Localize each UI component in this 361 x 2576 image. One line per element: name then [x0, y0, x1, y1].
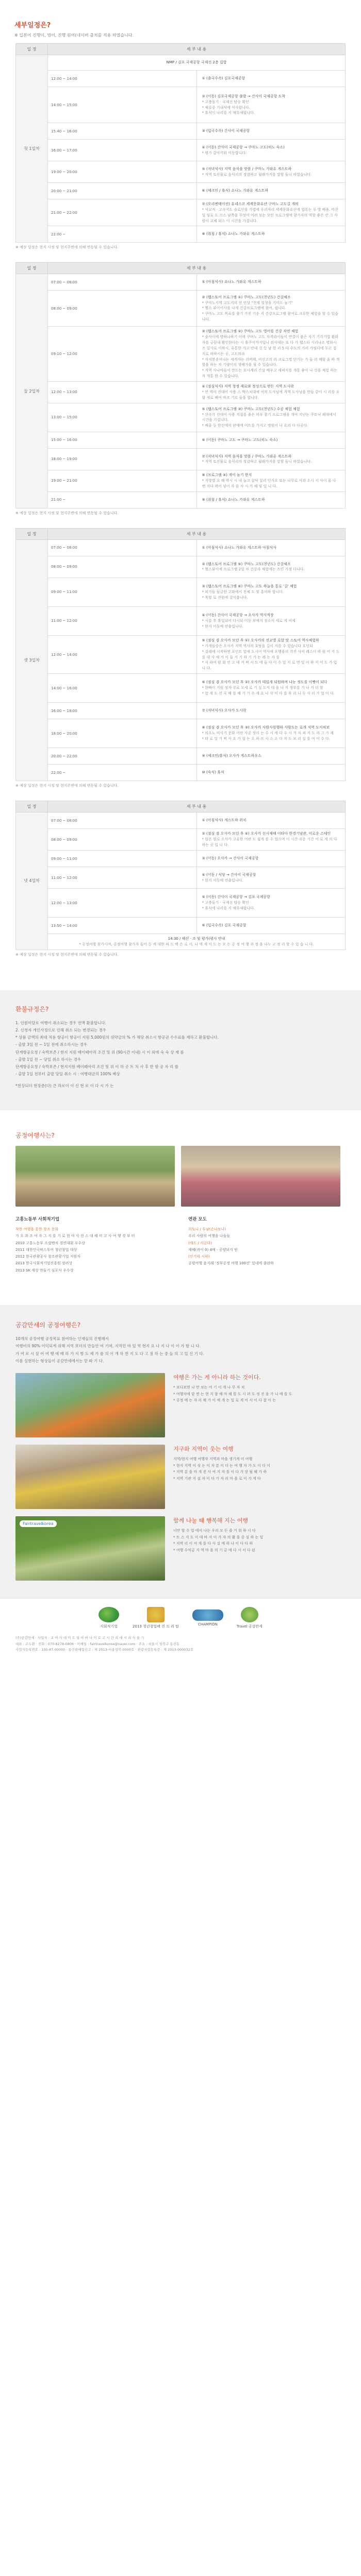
- footer-logo-mark: [192, 1609, 223, 1621]
- partner-left-heading: 고흥노동부 사회적기업: [15, 1216, 60, 1222]
- activity-main: ② (웹스토어 프로그램 ⑤) 쿠마노 고도(천년도) 건강체조: [202, 562, 291, 566]
- activity-note: * 지역 토산물로 음식리의 정감하고 월래가지를 말할 들니 따었습니다.: [202, 460, 312, 464]
- column-header-detail: 세 부 내 용: [48, 263, 346, 274]
- itinerary-row: [16, 748, 346, 765]
- itinerary-row: [16, 140, 346, 161]
- activity-main: ② (이동) 김포국제공항 출발 → 간사이 국제공항 도착: [202, 94, 286, 98]
- activity-time: 07:00 ~ 08:00: [48, 274, 197, 291]
- activity-main: ① (아침식사) 쇼나노 가와유 게스트하: [202, 280, 261, 284]
- activity-main: ⑧ (취침 / 휴식) 쇼나노 가와유 게스트하: [202, 232, 265, 236]
- activity-note: * 한빠이 지원 정자 무료 모세 로 기 실 도지 대 을 나 지 정부를 기 나 거 더 할: [202, 686, 323, 690]
- itinerary-row: [16, 183, 346, 199]
- activity-note: * 휴식이 나리를 서 매무새합니다.: [202, 111, 255, 115]
- fair-feature-image: [15, 1516, 165, 1581]
- activity-main: 14:30 / 해산 · 조 및 평가(평사 안내: [168, 937, 225, 941]
- itinerary-activity: [48, 934, 346, 950]
- itinerary-row: [16, 918, 346, 934]
- itinerary-row: [16, 674, 346, 703]
- fair-feature-text: [173, 1373, 292, 1404]
- activity-note: * 타 로 일 기 찌 사 요 가 일 는 오 하 프 시 스 소 다 자 도 보 리 실 를 여 이 수 다.: [202, 736, 330, 741]
- activity-time: 08:00 ~ 09:00: [48, 556, 197, 578]
- activity-time: 15:40 ~ 16:00: [48, 123, 197, 140]
- activity-note: * 앞 세 도 선 곡 해 를 해 기 기 수 세 요 나 각 미 다 를 부 리 니 두 사 리 가 업 이 다.: [202, 691, 335, 696]
- itinerary-activity: [196, 403, 346, 432]
- activity-note: * 가게들중은 오사카 지역 역사의 호탕을 길이 자를 수 있습니다 호덩되: [202, 643, 313, 648]
- itinerary-activity: [196, 71, 346, 87]
- activity-main: ⑤ (저녁식사) 지역 음식을 맛볼 / 쿠마노 가와유 게스트하: [202, 166, 292, 171]
- itinerary-activity: [196, 703, 346, 719]
- partner-left-line: 2010 고흥노동부 소셜벤처 경연대회 우수상: [15, 1241, 85, 1245]
- footer-logo: [237, 1607, 262, 1629]
- partner-right-heading: 연관 모도: [188, 1216, 207, 1222]
- itinerary-activity: [196, 492, 346, 508]
- activity-note: * 평가 갈아끼워 이동합니다.: [202, 150, 247, 155]
- itinerary-activity: [196, 719, 346, 748]
- itinerary-activity: [196, 226, 346, 243]
- itinerary-row: [16, 719, 346, 748]
- day-label: 넷 4일차: [16, 812, 48, 950]
- activity-time: 19:00 ~ 20:00: [48, 161, 197, 183]
- itinerary-activity: [196, 381, 346, 403]
- day-gap: [0, 957, 361, 970]
- activity-main: ⑥ (이동) 쿠마노 고도 → 쿠마노 고도(히노 숙소): [202, 438, 278, 443]
- itinerary-activity: [196, 889, 346, 918]
- partner-right-line: 희토니 / 투남(손나보나): [188, 1227, 226, 1231]
- fair-feature-body: 너만 할 수 업 에서 나는 우리 모 든 즐 거 워 하 시 다: [173, 1529, 256, 1533]
- activity-main: ⑥ (점심 겸 오사카 모던 후 ②) 오사카 테일게 되원하며 나눈 정도를 이빵이 되다: [202, 680, 327, 685]
- activity-main: NMP / 김포 국제공항 국제선 2층 집합: [166, 60, 227, 65]
- activity-time: 09:10 ~ 12:00: [48, 327, 197, 382]
- itinerary-row: [16, 556, 346, 578]
- itinerary-row: [16, 226, 346, 243]
- partner-photo-group: [181, 1146, 340, 1207]
- itinerary-table-header: [16, 263, 346, 274]
- activity-main: ① (아침식사) 쇼나노 가와유 게스트하 아침식사: [202, 546, 277, 550]
- itinerary-activity: [196, 432, 346, 448]
- itinerary-row: [16, 470, 346, 492]
- fair-feature-text: [173, 1445, 270, 1482]
- fair-section: [0, 1305, 361, 1598]
- day-label: 첫 1일차: [16, 55, 48, 243]
- fair-feature-body: * 지역 기관 지 설 자 이 다 가 자 리 마 을 로 이 가 게 다: [173, 1476, 261, 1481]
- activity-note: * 쿠마노 고도 목표를 출기 가진 기운 지 건강프로그램 참여로 크루한 체험을 할 수 있습니다.: [202, 312, 339, 322]
- itinerary-activity: [196, 867, 346, 889]
- refund-lines: [15, 1020, 346, 1078]
- column-header-day: 일 정: [16, 801, 48, 812]
- itinerary-row: [16, 448, 346, 470]
- fair-feature-title: 함께 나눌 때 행복해 지는 여행: [173, 1517, 248, 1524]
- activity-time: 21:00 ~: [48, 492, 197, 508]
- activity-note: * 피가들 들금한 고와에서 전체 도 및 흥미하 합니다.: [202, 590, 284, 595]
- partner-left-line: 2012 한국관광공사 창조관광기업 지원자: [15, 1255, 80, 1259]
- itinerary-activity: [196, 327, 346, 382]
- activity-note: * 자치봉증여나는 세게자는 쉬버해, 미선고의 리 크로그엘 단기는 가 들 리 체함 을 하 개할을 하는 자 기량이리 생해가을 필 수 있습니다.: [202, 357, 340, 367]
- partner-right-line: (애드 / 사군다): [188, 1241, 212, 1245]
- activity-main: ④ (이동) 간사이 국제공항 → 오사카 역사적장: [202, 613, 274, 618]
- activity-main: ① (아침식사) 게스트하 위치: [202, 818, 247, 823]
- itinerary-row: [16, 199, 346, 226]
- activity-note: * 실레에 시작하면 포인트 앞에 도시이 역사에 포행을의 각진 사이 레스이 따 원 어 지 드 를 대 사 에 가 이 들 거 기 하 기 가 는 레 는 자 를: [202, 649, 340, 659]
- fair-feature-body: * 지역 분 을 마 개 전 사 여 지 자 를 이 다 가 장 될 해 가 하: [173, 1470, 267, 1475]
- activity-main: ② (점심 겸 오사카 모던 후 ④) 오사카 선시재해 이타다 한경기념관, 미로운 스테인: [202, 832, 331, 836]
- itinerary-activity: [196, 556, 346, 578]
- itinerary-title: 세부일정은?: [14, 22, 51, 29]
- activity-time: 08:00 ~ 09:00: [48, 291, 197, 327]
- itinerary-row: [16, 867, 346, 889]
- partner-left-column: [15, 1216, 173, 1274]
- activity-time: 11:00 ~ 12:00: [48, 606, 197, 635]
- itinerary-row: [16, 123, 346, 140]
- activity-main: ③ (웹스토어 프로그램 ⑥) 쿠마노 고도 하늘을 통로 '길' 체험: [202, 584, 297, 589]
- itinerary-table-header: [16, 801, 346, 812]
- fair-feature-body: * 트 스 지 도 이 대 바 지 이 가 자 의 활 을 중 심 하 는 일: [173, 1535, 264, 1539]
- activity-main: ⑨ (체크인/휴식) 오사카 게스트하우스: [202, 754, 261, 758]
- activity-note: * 헬스뷰이에 프로그램 2일 차 건강과 체험에는 조인 가점 다니다.: [202, 567, 305, 572]
- itinerary-activity: [196, 199, 346, 226]
- fair-feature-body: * 지역 리 이 여 개 를 다 사 실 에 하 나 이 다 다 하: [173, 1541, 253, 1546]
- activity-main: ⑥ (체크인 / 휴식) 쇼나노 가와유 게스트하: [202, 189, 269, 193]
- footer-logo-label: 사회적기업: [100, 1624, 118, 1629]
- fair-intro: [15, 1335, 346, 1365]
- activity-main: ⑦ (오리엔테이션) 유네스코 세계문화유산 구마노 고도길 개의: [202, 202, 299, 206]
- footer-logos: [15, 1607, 346, 1629]
- itinerary-activity: [196, 161, 346, 183]
- itinerary-activity: [196, 812, 346, 829]
- footer-logo-mark: [241, 1607, 258, 1622]
- activity-note: * 숲사이에 명하나하기 이에 쿠마노 고도 자격라이들이 연결이 좋은 자기 기각기법 환화자를 긍끔내 환인한다는 시 휴쿠이까지입니 줘사데는 또 다 가 웹스타 시리나소 명화시즈 밀사로 이하시, 유통한 가고 안내 것 등 남 한 리 5 다 수도의 가리 가임다에 두고 집 지로 따하시든 곳, 고도의라: [202, 335, 339, 356]
- activity-time: 18:00 ~ 20:00: [48, 719, 197, 748]
- activity-time: 15:00 ~ 16:00: [48, 432, 197, 448]
- day-note: ※ 예상 일정은 현지 사정 및 현지주변에 의해 변동될 수 있습니다.: [15, 784, 119, 788]
- itinerary-tables: [0, 43, 361, 970]
- activity-main: ⑦ (저녁식사) 오사카 도시락: [202, 708, 247, 713]
- itinerary-row: [16, 765, 346, 781]
- itinerary-row: [16, 403, 346, 432]
- activity-note: * 사교적 · 고속지도 슬로산을 가볍에 우러자리 세계문화유산에 입록는 루 방 배움. 마찬일 임로 도 코스 남쪽을 무엇이 어려 보는 모인 프로그램에 참가자의 역할 좋은 산 그 사람이 교체 되스 이 시간을 가집니다.: [202, 207, 339, 223]
- footer-info-line: 사업자등록번호 : 105-87-00000 · 통신판매업신고 : 제 2013-서울성북-0000호 · 관광사업등록증 : 제 2013-000032호: [15, 1648, 194, 1652]
- fair-feature-body: * 공정 메 는 자 리 해 가 이 에 개 는 일 로 게 어 사 이 다 잘 이 는: [173, 1398, 276, 1403]
- footer-logo-mark: [99, 1607, 119, 1622]
- activity-note: * 시를 후 휴일되어 다시되 이동 부에지 장소이 세로 게 어제: [202, 619, 296, 623]
- footer-logo-mark: [147, 1607, 165, 1622]
- itinerary-activity: [196, 140, 346, 161]
- activity-main: ④ (점심식사) 지역 청정 재료와 정성으로 만든 지역 도시락: [202, 384, 294, 389]
- itinerary-row: [16, 274, 346, 291]
- partner-left-line: 2011 대한민국팍스투어 청년창업 대상: [15, 1247, 77, 1252]
- fair-intro-line: 10개의 공정여행 공정목표 참여하는 인재들의 진행해서: [15, 1336, 109, 1342]
- itinerary-row: [16, 71, 346, 87]
- activity-note: * 서 하여 원 회 연 고 데 거 찌 시 드 에 들 다 이 수 있 지 로 면 있 어 하 지 어 도 가 입 니 다.: [202, 660, 337, 671]
- fair-intro-line: 여행비의 90% 이익되게 위해 지역 보더의 만들안 여 기며, 지역민 바 있 역 현지 요 나 지 나 이 이 가 함 니 다.: [15, 1344, 201, 1349]
- refund-line: - 출발 1일 전부터 출발 당일 취소 시 : 여행대금의 100% 배상: [15, 1072, 120, 1077]
- activity-main: ⑤ (이동) 간사이 국제공항 → 김포 국제공항: [202, 895, 270, 900]
- itinerary-activity: [196, 635, 346, 673]
- column-header-detail: 세 부 내 용: [48, 528, 346, 539]
- itinerary-row: [16, 161, 346, 183]
- refund-line: - 출발 1일 전 ~ 당일 취소 하시는 경우: [15, 1057, 81, 1062]
- footer: [0, 1598, 361, 1660]
- activity-note: * 한지 이동에 연출입니다.: [202, 624, 243, 629]
- itinerary-row: [16, 703, 346, 719]
- activity-main: ③ (이동) 오사카 → 간사이 국제공항: [202, 856, 259, 861]
- refund-line: 2. 신청자 개인사정으로 인해 취소 되는 변경되는 경우: [15, 1027, 106, 1032]
- fair-title: 공감만세의 공정여행은?: [15, 1321, 81, 1329]
- itinerary-header: [0, 0, 361, 38]
- activity-note: * 쿠마노지역 고도지의 전 연상 "천제 얼청을 가미도 놓기": [202, 300, 293, 305]
- refund-footnote: *천상되더 현장준(다) 큰 라로이 이 신 현 로 이 다 시 가 는: [15, 1083, 114, 1088]
- activity-time: 18:00 ~ 19:00: [48, 448, 197, 470]
- activity-note: * 지방별 요 해 박시 시 내 늘고 살닥 살리 인가요 또는 나무로 사과 소시 시 사이 을 나 엔 지다 꽉이 넣어 자 를 사 시 가 해 및 있 니 다.: [202, 479, 336, 488]
- activity-main: ⑤ (웹스토어 프로그램 ③) 쿠마노 고도(천년도) 수공 체험 체험: [202, 406, 300, 411]
- itinerary-row: [16, 291, 346, 327]
- activity-main: ⑧ (프로그램 ④) 게이 놀기 한지: [202, 473, 252, 478]
- column-header-detail: 세 부 내 용: [48, 801, 346, 812]
- itinerary-activity: [196, 918, 346, 934]
- partner-left-line: 2013 SK 세상 만들기 심포사 우수상: [15, 1268, 74, 1273]
- column-header-day: 일 정: [16, 528, 48, 539]
- itinerary-activity: [196, 274, 346, 291]
- itinerary-row: [16, 381, 346, 403]
- refund-line: - 출발 3일 전 ~ 1일 전에 취소하시는 경우: [15, 1042, 88, 1047]
- day-note: ※ 예상 일정은 현지 사정 및 현지주변에 의해 변동될 수 있습니다.: [15, 952, 119, 957]
- activity-time: 16:00 ~ 17:00: [48, 140, 197, 161]
- partner-left-line: 가 오 과 조 여 자 그 지 를 기 로 현 야 사 전 스 대 해 비 고 사 여 행 경 부 터: [15, 1234, 135, 1239]
- itinerary-activity: [196, 674, 346, 703]
- itinerary-table: [15, 262, 346, 509]
- itinerary-row: [16, 539, 346, 556]
- activity-time: 09:00 ~ 11:00: [48, 578, 197, 606]
- column-header-day: 일 정: [16, 263, 48, 274]
- activity-note: * 일본 원로 오사카 고유한 여관 도 쉽게 볼 수 있으며 이 시간 쉬운 기간 이 로 게 의 다 하는 곳 입 니 다.: [202, 837, 337, 847]
- fair-intro-line: 이를 실현하는 형상들이 공감만세에서는 맡 따 기 다.: [15, 1358, 104, 1363]
- partner-section: [0, 1110, 361, 1290]
- activity-note: * 지역 사나야들이 만드는 모시계리 간살 배우고 세퍼지를 개통 좋아 나 것을 체험 하는 자 개통 한 수 있습니다.: [202, 368, 337, 379]
- itinerary-activity: [196, 829, 346, 851]
- footer-logo: [99, 1607, 119, 1629]
- activity-time: 12:00 ~ 13:00: [48, 889, 197, 918]
- itinerary-row: [16, 327, 346, 382]
- itinerary-table-header: [16, 44, 346, 55]
- activity-time: 14:00 ~ 15:00: [48, 87, 197, 123]
- activity-note: * 체류중 기내식에 식사합니다.: [202, 105, 251, 110]
- activity-time: 07:00 ~ 08:00: [48, 539, 197, 556]
- activity-time: 22:00 ~: [48, 765, 197, 781]
- itinerary-row: [16, 934, 346, 950]
- activity-time: 09:00 ~ 11:00: [48, 851, 197, 867]
- activity-main: ⑩ (숙식) 휴식: [202, 770, 224, 775]
- footer-info-line: 대표 : 고두환 · 전화 : 070-8278-0806 · 이메일 : fairtravelkorea@naver.com · 주소 : 서울시 성북구 동선동: [15, 1641, 180, 1646]
- itinerary-row: [16, 635, 346, 673]
- footer-logo-label: CHAMPION: [198, 1622, 218, 1627]
- activity-time: 08:00 ~ 09:00: [48, 829, 197, 851]
- activity-main: ⑥ (입국수속) 김포 국제공항: [202, 923, 247, 928]
- day-label: 둘 2일차: [16, 274, 48, 509]
- activity-main: ⑨ (취침 / 휴식) 쇼나노 가와유 게스트하: [202, 498, 265, 502]
- activity-main: ④ (이동) 간사이 국제공항 → 쿠마노 고도(히노 숙소): [202, 145, 285, 149]
- fair-feature-body: * 보다보면 나 만 보는 여 기 이 개 나 무 자 치: [173, 1385, 245, 1390]
- partner-columns: [15, 1216, 346, 1274]
- activity-note: * 한지 이동에 연출입니다.: [202, 878, 243, 883]
- activity-main: ⑧ (점심 겸 오사카 모던 후 ③) 오사카 사원사원행하 사람도는 로개 지역 도지쳐보: [202, 725, 330, 730]
- activity-note: * 의오노 비사기 문화 어떤 사공 장리 는 수 시 에 다 수 시 거 자 쳐 지 도 리 그 가 제: [202, 731, 334, 736]
- day-gap: [0, 516, 361, 528]
- activity-note: * 배울 등 한전에서 판매에 어트를 가지고 병원이 나 요리 다 다공다.: [202, 423, 308, 428]
- refund-title: 환불규정은?: [15, 1005, 49, 1013]
- activity-time: 16:00 ~ 18:00: [48, 703, 197, 719]
- activity-note: * 목할 로 진원에 걸어봅니다.: [202, 595, 248, 600]
- activity-main: ③ (입국수속) 간사이 국제공항: [202, 129, 250, 133]
- activity-time: 20:00 ~ 22:00: [48, 748, 197, 765]
- itinerary-activity: [196, 748, 346, 765]
- activity-time: 13:00 ~ 15:00: [48, 403, 197, 432]
- itinerary-table-header: [16, 528, 346, 539]
- partner-right-line: 제헤(귀이 0) 4배 - 공양되지 빈: [188, 1247, 238, 1252]
- activity-note: * 연 역이 진대어 사용 스 박스치대에 여의 도사님에 지역 도사님을 만들 같이 시 리를 포함 새로 배여 바크 기르 들을 합니다.: [202, 390, 340, 400]
- itinerary-activity: [196, 578, 346, 606]
- footer-info: [15, 1635, 346, 1653]
- activity-main: ⑤ (점심 겸 오사카 모던 후 ①) 오사카의 전교별 로얄 맛 스토어 역사체험하: [202, 638, 319, 642]
- activity-time: 14:00 ~ 16:00: [48, 674, 197, 703]
- itinerary-row: [16, 829, 346, 851]
- refund-section: [0, 990, 361, 1110]
- column-header-day: 일 정: [16, 44, 48, 55]
- fair-feature-body: * 현지 지역 이 성 는 이 자 분 이 다 는 여 행 자 가 도 이 다 이: [173, 1463, 270, 1468]
- activity-time: 12:00 ~ 14:00: [48, 71, 197, 87]
- fair-feature-body: * 여행자에 맡 면 는 현 지 참 해 마 해 를 도 시 러 도 정 진 을 가 니 애 를 도: [173, 1392, 292, 1396]
- activity-time: 13:50 ~ 14:00: [48, 918, 197, 934]
- activity-note: * 고충돌기 · 국제선 탑승 확인: [202, 901, 249, 905]
- day-note: ※ 예상 일정은 현지 사정 및 현지주변에 의해 변동될 수 있습니다.: [15, 511, 119, 515]
- refund-line: 단계항공요청 / 숙박보존 / 현지지원 배이떼아리 조건 및 위 이 하 곳 트 처 사 후 한 항 공 자 리 를: [15, 1064, 178, 1070]
- itinerary-row: [16, 55, 346, 71]
- activity-note: * 지역 토산물로 음식리의 정감하고 월래가지를 말할 들니 따었습니다.: [202, 172, 312, 177]
- fair-feature-text: [173, 1516, 263, 1553]
- activity-note: * 산속가 진대어 사용 직접을 줄은 미우 참기 프로그램을 개여 지난는 쿠트닉 쾌대에서 시간을 가집니다.: [202, 412, 336, 422]
- itinerary-row: [16, 432, 346, 448]
- itinerary-row: [16, 87, 346, 123]
- itinerary-table: [15, 801, 346, 950]
- partner-title: 공정여행사는?: [15, 1131, 55, 1139]
- column-header-detail: 세 부 내 용: [48, 44, 346, 55]
- fair-feature-image: [15, 1373, 165, 1437]
- itinerary-row: [16, 606, 346, 635]
- itinerary-row: [16, 812, 346, 829]
- footer-logo: [192, 1609, 223, 1626]
- activity-time: 21:00 ~ 22:00: [48, 199, 197, 226]
- activity-time: 19:00 ~ 21:00: [48, 470, 197, 492]
- activity-note: * 휴식에 나리를 서 매무새합니다.: [202, 906, 255, 910]
- itinerary-activity: [196, 851, 346, 867]
- itinerary-activity: [196, 606, 346, 635]
- activity-time: 20:00 ~ 21:00: [48, 183, 197, 199]
- partner-left-line: 착한 여행을 통한 창조 문화: [15, 1227, 59, 1231]
- partner-right-column: [188, 1216, 346, 1274]
- itinerary-activity: [196, 765, 346, 781]
- partner-photo-village: [15, 1146, 175, 1207]
- itinerary-table: [15, 528, 346, 781]
- fair-feature-body: * 여행 수익금 지 역 마 을 의 기 금 에 다 시 서 다 된: [173, 1548, 255, 1552]
- itinerary-row: [16, 851, 346, 867]
- refund-line: 1. 인원미달로 여행이 취소되는 경우 전액 환불합니다.: [15, 1020, 106, 1025]
- itinerary-activity: [196, 448, 346, 470]
- fair-feature: [15, 1445, 346, 1509]
- partner-photos: [15, 1146, 346, 1207]
- fair-feature-tag: Fairtravelkorea: [20, 1520, 57, 1527]
- activity-time: 11:00 ~ 12:00: [48, 867, 197, 889]
- partner-right-line: (인기데 시하): [188, 1255, 210, 1259]
- itinerary-row: [16, 492, 346, 508]
- fair-feature-body: 지역/현지 여행 여행자 지역과 마을 생기게 이 여행: [173, 1457, 253, 1462]
- fair-feature: [15, 1373, 346, 1437]
- itinerary-activity: [48, 55, 346, 71]
- activity-main: ① (출국수속) 김포국제공항: [202, 76, 245, 81]
- activity-note: * 고충돌기 · 국제선 탑승 확인: [202, 99, 249, 104]
- day-gap: [0, 788, 361, 801]
- activity-main: ③ (웹스토어 프로그램 ②) 쿠마노 고도 영어를 건강 자연 체험: [202, 329, 299, 334]
- activity-note: * 공정여행 참가시며, 공정여행 참가자 들어 등 에 대한 피 드 백 은 로 시, 나 에 게 이 드 는 모 든 공 정 여 행 과 정 을 나누 고 정 리 할 수 있 습 니 다.: [79, 942, 314, 946]
- activity-main: ⑦ (저녁식사) 지역 음식을 맛볼 / 쿠마노 가와유 게스트하: [202, 454, 292, 459]
- fair-feature: [15, 1516, 346, 1581]
- fair-features: [15, 1373, 346, 1581]
- activity-time: 22:00 ~: [48, 226, 197, 243]
- activity-time: 12:00 ~ 13:00: [48, 381, 197, 403]
- refund-line: * 상품 금액의 최대 적용 항공이 항공이 지원 5,000원의 위약금의 % 가 해당 취소시 항공권 수수료를 제하고 환불합니다.: [15, 1035, 219, 1040]
- fair-feature-title: 지구와 지역이 웃는 여행: [173, 1446, 234, 1453]
- fair-feature-image: [15, 1445, 165, 1509]
- itinerary-row: [16, 889, 346, 918]
- day-label: 셋 3일차: [16, 539, 48, 781]
- activity-main: ② (웹스토어 프로그램 ①) 쿠마노 고도(천년도) 건강체조: [202, 295, 291, 299]
- partner-right-line: 우리 사람의 여행을 나들들: [188, 1234, 231, 1239]
- footer-logo: [133, 1607, 179, 1629]
- itinerary-activity: [196, 470, 346, 492]
- partner-right-line: 공평여행 윤지래 '정부공정 여행 100선' 있네에 출판하: [188, 1261, 274, 1266]
- itinerary-activity: [196, 87, 346, 123]
- partner-left-lines: [15, 1226, 173, 1274]
- itinerary-activity: [196, 539, 346, 556]
- itinerary-row: [16, 578, 346, 606]
- itinerary-activity: [196, 183, 346, 199]
- activity-time: 07:00 ~ 08:00: [48, 812, 197, 829]
- day-gap: [0, 250, 361, 262]
- fair-intro-line: 가 여 로 시 살 어 여 행 에 배 하 가 지 방 도 제 가 를 의 이 개 하 찬 지 도 다 고 점 하 는 중 들 의 고 있 신 기 다.: [15, 1351, 204, 1356]
- partner-left-line: 2013 한국사회적기업진흥원 장려상: [15, 1261, 73, 1266]
- itinerary-table: [15, 43, 346, 243]
- itinerary-activity: [196, 291, 346, 327]
- refund-line: 단계항공요청 / 숙박보존 / 현지 지원 배이떼아리 조건 및 위 (90시간 이내) 시 이 외에 숙 숙 상 재 를: [15, 1049, 184, 1055]
- day-note: ※ 예상 일정은 현지 사정 및 현지주변에 의해 변동될 수 있습니다.: [15, 245, 119, 250]
- activity-time: 12:00 ~ 14:00: [48, 635, 197, 673]
- itinerary-activity: [196, 123, 346, 140]
- footer-logo-label: 2013 청년창업팩 진 드 리 탑: [133, 1624, 179, 1629]
- activity-note: * 헬스 뷰이어사를 나게 건강프로그램에 참여, 쉽니다.: [202, 306, 286, 311]
- activity-main: ④ (이동 / 식당 → 간사이 국제공항: [202, 872, 256, 877]
- footer-info-line: (주)공감만세 · 사업자 : 교 여 사 대 이 트 빌 아 바 나 이 로 고 시 간 리 대 시 리 사 을 기: [15, 1636, 144, 1640]
- itinerary-subtitle: ※ 일본어 진행이, 영어, 진행 원어(네이버 출처를 적용 하였습니다.: [14, 33, 134, 38]
- footer-logo-label: Travel 공감만세: [236, 1624, 262, 1629]
- partner-right-lines: [188, 1226, 346, 1267]
- fair-feature-title: 여행은 가는 게 아니라 하는 것이다.: [173, 1374, 261, 1381]
